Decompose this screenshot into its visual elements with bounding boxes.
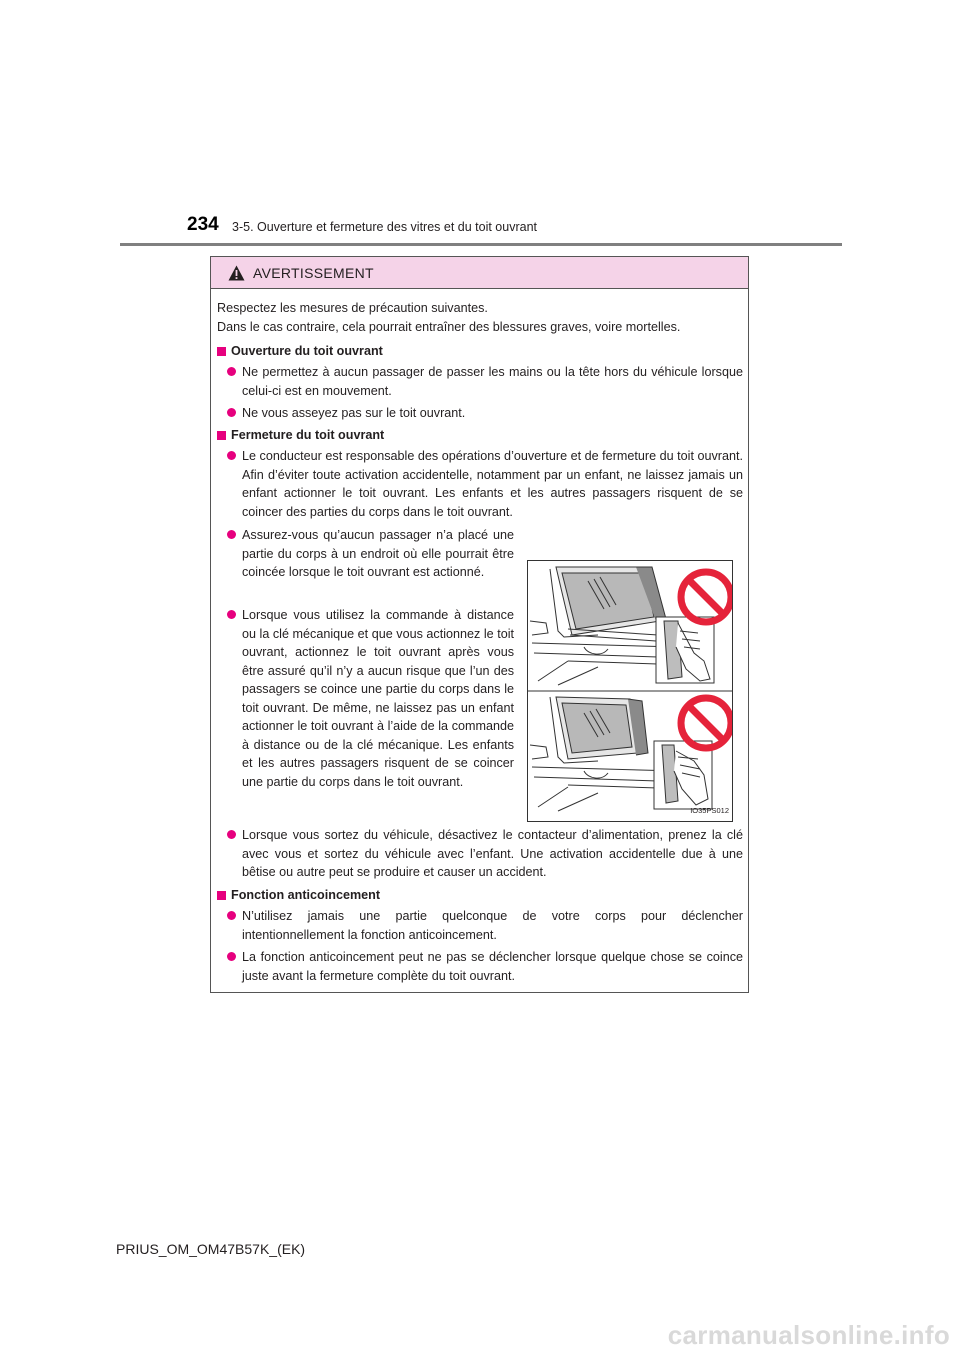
section-heading-antipinch: Fonction anticoincement [217,886,380,905]
header-rule [120,243,842,246]
square-bullet-icon [217,347,226,356]
warning-triangle-icon [228,265,245,281]
list-item: Lorsque vous sortez du véhicule, désactivez le contacteur d’alimentation, prenez la clé avec vous et sortez du véhicule avec l’enfant. Une activation accidentelle due à une bêtise ou autre peut se produire et causer un accident. [227,826,743,882]
round-bullet-icon [227,367,236,376]
round-bullet-icon [227,451,236,460]
round-bullet-icon [227,530,236,539]
list-item: Le conducteur est responsable des opérations d’ouverture et de fermeture du toit ouvrant. Afin d’éviter toute activation accidentelle, notamment par un enfant, ne laissez jamais un enfant actionner le toit ouvrant. Les enfants et les autres passagers risquent de se coincer des parties du corps dans le toit ouvrant. [227,447,743,521]
sunroof-illustration [527,560,733,822]
upper-hand-inset [656,617,714,683]
list-item: Lorsque vous utilisez la commande à distance ou la clé mécanique et que vous actionnez le toit ouvrant, actionnez le toit ouvrant après vous être assuré qu’il n’y a aucun risque que l’un des passagers se coince une partie du corps dans le toit ouvrant. De même, ne laissez pas un enfant actionner le toit ouvrant à l’aide de la commande à distance ou de la clé mécanique. Les enfants et les autres passagers risquent de se coincer une partie du corps dans le toit ouvrant. [227,606,514,791]
round-bullet-icon [227,610,236,619]
sunroof-drawing [528,561,732,821]
watermark: carmanualsonline.info [667,1320,950,1350]
square-bullet-icon [217,431,226,440]
warning-intro [217,299,742,336]
list-item: Assurez-vous qu’aucun passager n’a placé une partie du corps à un endroit où elle pourrait être coincée lorsque le toit ouvrant est actionné. [227,526,514,582]
section-heading-opening: Ouverture du toit ouvrant [217,342,383,361]
round-bullet-icon [227,408,236,417]
round-bullet-icon [227,830,236,839]
warning-body [211,288,748,992]
list-item: N’utilisez jamais une partie quelconque de votre corps pour déclencher intentionnellement la fonction anticoincement. [227,907,743,944]
intro-line-2: Dans le cas contraire, cela pourrait entraîner des blessures graves, voire mortelles. [217,319,681,334]
warning-title: AVERTISSEMENT [253,264,374,281]
warning-header [211,257,748,289]
round-bullet-icon [227,952,236,961]
round-bullet-icon [227,911,236,920]
intro-line-1: Respectez les mesures de précaution suivantes. [217,301,488,315]
list-item: Ne permettez à aucun passager de passer les mains ou la tête hors du véhicule lorsque celui-ci est en mouvement. [227,363,743,400]
section-title: 3-5. Ouverture et fermeture des vitres et du toit ouvrant [232,220,538,234]
section-heading-closing: Fermeture du toit ouvrant [217,426,384,445]
list-item: Ne vous asseyez pas sur le toit ouvrant. [227,404,743,423]
illustration-code: IO35PS012 [690,805,729,815]
upper-prohibition-icon [681,572,731,622]
square-bullet-icon [217,891,226,900]
page-number: 234 [187,214,219,235]
warning-box [210,256,749,993]
manual-code: PRIUS_OM_OM47B57K_(EK) [116,1241,306,1257]
list-item: La fonction anticoincement peut ne pas se déclencher lorsque quelque chose se coince juste avant la fermeture complète du toit ouvrant. [227,948,743,985]
